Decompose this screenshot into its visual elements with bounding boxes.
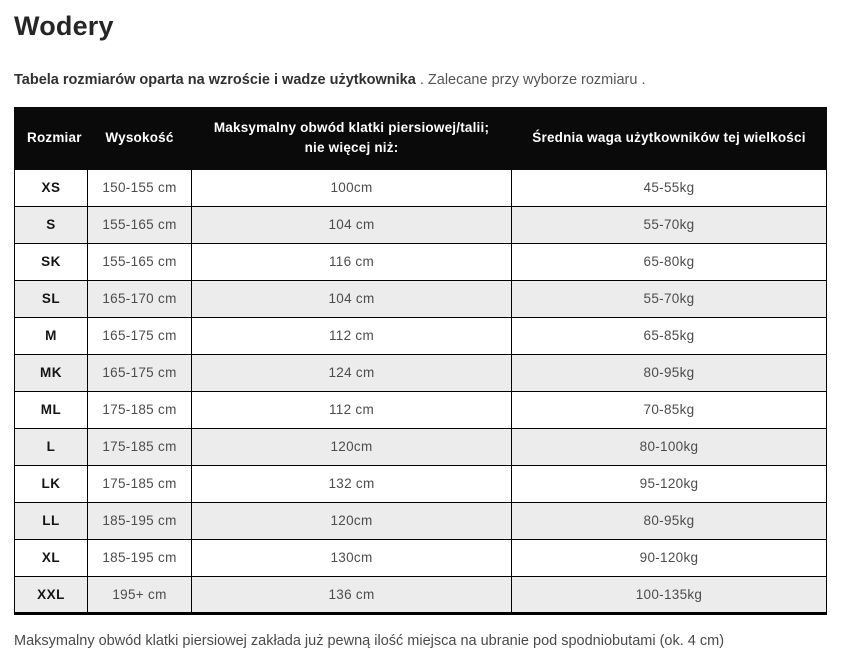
weight-cell: 95-120kg bbox=[512, 465, 827, 502]
table-row bbox=[15, 317, 827, 354]
height-cell: 195+ cm bbox=[88, 576, 192, 613]
weight-cell: 55-70kg bbox=[512, 280, 827, 317]
chest-cell: 104 cm bbox=[192, 280, 512, 317]
weight-cell: 45-55kg bbox=[512, 169, 827, 206]
size-cell: LK bbox=[15, 465, 88, 502]
size-cell: XXL bbox=[15, 576, 88, 613]
chest-cell: 104 cm bbox=[192, 206, 512, 243]
footnote: Maksymalny obwód klatki piersiowej zakłada już pewną ilość miejsca na ubranie pod spodniobutami (ok. 4 cm) bbox=[14, 632, 725, 649]
size-cell: LL bbox=[15, 502, 88, 539]
subtitle-bold-text: Tabela rozmiarów oparta na wzroście i wadze użytkownika bbox=[14, 72, 416, 89]
height-cell: 185-195 cm bbox=[88, 502, 192, 539]
size-cell: XS bbox=[15, 169, 88, 206]
table-header-row bbox=[15, 108, 827, 170]
page-title: Wodery bbox=[14, 11, 114, 41]
chest-cell: 136 cm bbox=[192, 576, 512, 613]
chest-cell: 112 cm bbox=[192, 391, 512, 428]
header-cell-obwod: Maksymalny obwód klatki piersiowej/talii; nie więcej niż: bbox=[192, 108, 512, 170]
table-row bbox=[15, 502, 827, 539]
header-cell-rozmiar: Rozmiar bbox=[15, 108, 88, 170]
table-row bbox=[15, 576, 827, 613]
height-cell: 175-185 cm bbox=[88, 465, 192, 502]
weight-cell: 90-120kg bbox=[512, 539, 827, 576]
height-cell: 155-165 cm bbox=[88, 206, 192, 243]
table-row bbox=[15, 169, 827, 206]
table-row bbox=[15, 428, 827, 465]
size-cell: L bbox=[15, 428, 88, 465]
table-row bbox=[15, 280, 827, 317]
header-cell-waga: Średnia waga użytkowników tej wielkości bbox=[512, 108, 827, 170]
height-cell: 165-170 cm bbox=[88, 280, 192, 317]
chest-cell: 116 cm bbox=[192, 243, 512, 280]
weight-cell: 80-95kg bbox=[512, 502, 827, 539]
table-row bbox=[15, 243, 827, 280]
weight-cell: 80-100kg bbox=[512, 428, 827, 465]
size-cell: M bbox=[15, 317, 88, 354]
table-row bbox=[15, 391, 827, 428]
weight-cell: 65-80kg bbox=[512, 243, 827, 280]
height-cell: 165-175 cm bbox=[88, 317, 192, 354]
size-cell: SL bbox=[15, 280, 88, 317]
height-cell: 155-165 cm bbox=[88, 243, 192, 280]
table-row bbox=[15, 354, 827, 391]
height-cell: 150-155 cm bbox=[88, 169, 192, 206]
chest-cell: 100cm bbox=[192, 169, 512, 206]
table-row bbox=[15, 465, 827, 502]
chest-cell: 120cm bbox=[192, 502, 512, 539]
size-cell: ML bbox=[15, 391, 88, 428]
table-row bbox=[15, 206, 827, 243]
header-cell-wysokosc: Wysokość bbox=[88, 108, 192, 170]
height-cell: 175-185 cm bbox=[88, 428, 192, 465]
height-cell: 185-195 cm bbox=[88, 539, 192, 576]
size-table bbox=[14, 107, 827, 615]
subtitle-rest-text: . Zalecane przy wyborze rozmiaru . bbox=[415, 72, 646, 89]
size-cell: SK bbox=[15, 243, 88, 280]
weight-cell: 80-95kg bbox=[512, 354, 827, 391]
weight-cell: 65-85kg bbox=[512, 317, 827, 354]
size-cell: S bbox=[15, 206, 88, 243]
chest-cell: 124 cm bbox=[192, 354, 512, 391]
subtitle bbox=[14, 71, 831, 90]
height-cell: 175-185 cm bbox=[88, 391, 192, 428]
weight-cell: 100-135kg bbox=[512, 576, 827, 613]
weight-cell: 70-85kg bbox=[512, 391, 827, 428]
chest-cell: 130cm bbox=[192, 539, 512, 576]
chest-cell: 120cm bbox=[192, 428, 512, 465]
size-cell: MK bbox=[15, 354, 88, 391]
table-row bbox=[15, 539, 827, 576]
chest-cell: 112 cm bbox=[192, 317, 512, 354]
height-cell: 165-175 cm bbox=[88, 354, 192, 391]
size-cell: XL bbox=[15, 539, 88, 576]
chest-cell: 132 cm bbox=[192, 465, 512, 502]
weight-cell: 55-70kg bbox=[512, 206, 827, 243]
